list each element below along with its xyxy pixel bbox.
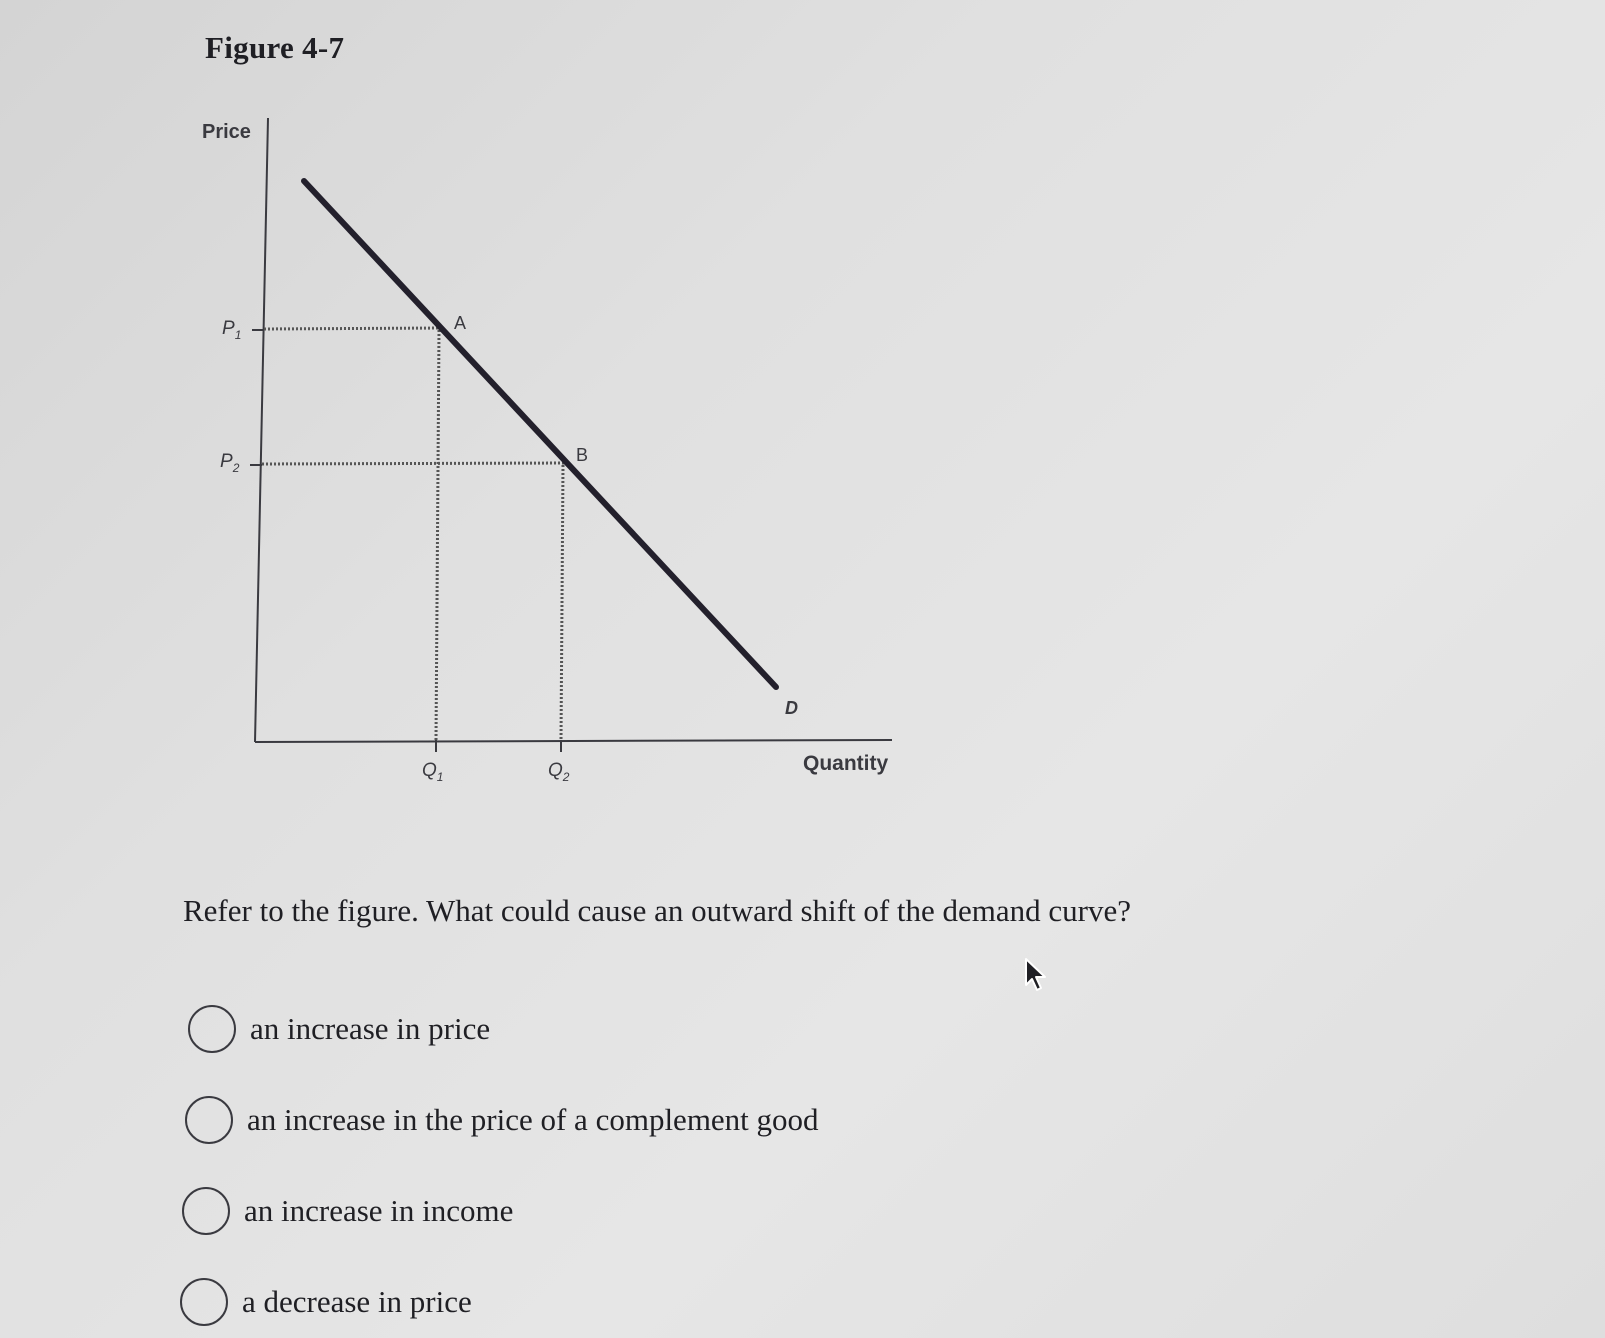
radio-button[interactable]: [185, 1096, 233, 1144]
answer-option-label: a decrease in price: [242, 1284, 472, 1319]
answer-option-1[interactable]: [188, 1005, 490, 1053]
mouse-pointer-arrow-icon: [1022, 957, 1052, 998]
answer-option-label: an increase in the price of a complement good: [247, 1102, 819, 1137]
figure-title: Figure 4-7: [205, 30, 345, 65]
guide-p2-horizontal: [262, 463, 565, 464]
point-label-a: A: [454, 313, 467, 333]
answer-option-4[interactable]: [180, 1278, 472, 1326]
answer-option-2[interactable]: [185, 1096, 819, 1144]
y-axis: [255, 118, 268, 742]
y-tick-label-p2: $P_2$: [220, 451, 240, 475]
x-axis-label: Quantity: [803, 752, 889, 775]
x-axis: [255, 740, 892, 742]
y-axis-label: Price: [202, 121, 251, 143]
answer-option-label: an increase in income: [244, 1193, 514, 1228]
demand-curve-label: D: [785, 698, 798, 718]
radio-button[interactable]: [182, 1187, 230, 1235]
guide-p1-horizontal: [264, 328, 442, 329]
radio-button[interactable]: [180, 1278, 228, 1326]
guide-q2-vertical: [561, 465, 563, 740]
answer-option-label: an increase in price: [250, 1011, 491, 1046]
guide-q1-vertical: [436, 330, 439, 740]
y-tick-label-p1: $P_1$: [222, 318, 242, 342]
answer-option-3[interactable]: [182, 1187, 513, 1235]
radio-button[interactable]: [188, 1005, 236, 1053]
point-label-b: B: [576, 445, 589, 465]
question-text: Refer to the figure. What could cause an outward shift of the demand curve?: [183, 893, 1132, 928]
demand-curve: [304, 181, 776, 687]
x-tick-label-q1: $Q_1$: [422, 760, 444, 784]
x-tick-label-q2: $Q_2$: [548, 760, 570, 784]
